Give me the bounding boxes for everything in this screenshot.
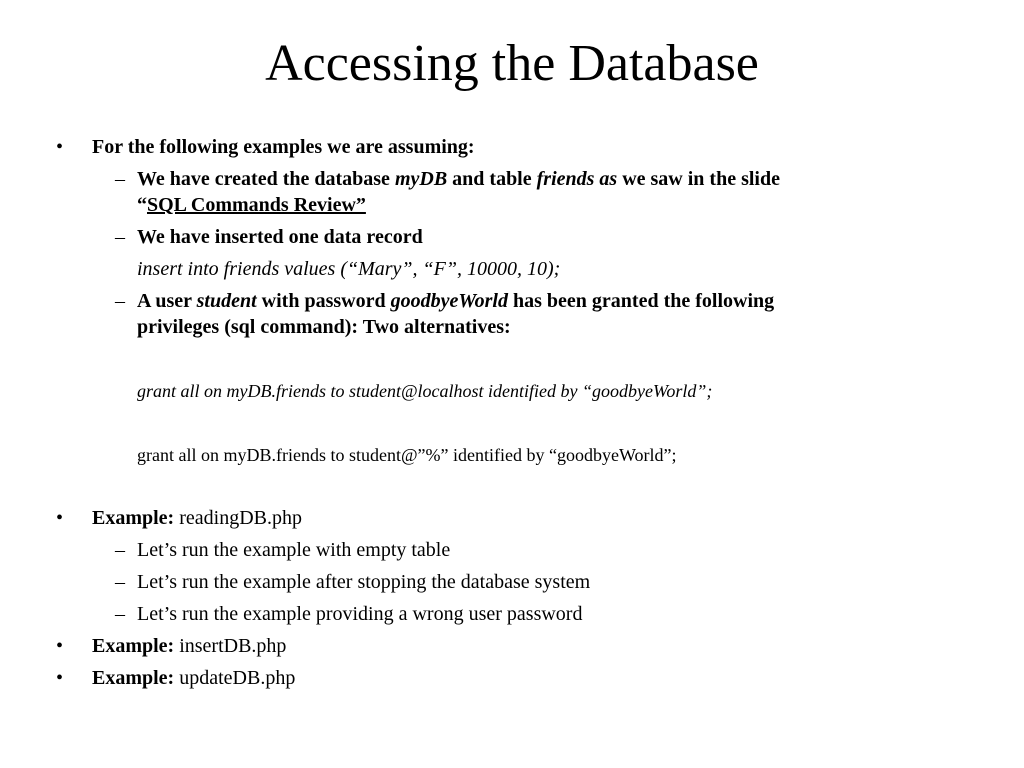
- sub-empty-table: Let’s run the example with empty table: [137, 539, 451, 561]
- bullet-example-reading: [92, 507, 302, 529]
- example-file: updateDB.php: [174, 667, 296, 689]
- db-name: myDB: [394, 168, 448, 190]
- text-fragment: with password: [256, 290, 391, 312]
- bullet-dot: •: [56, 507, 64, 529]
- quote-mark: “: [137, 194, 147, 216]
- text-fragment: we saw in the slide: [617, 168, 780, 190]
- sub-dash: –: [115, 571, 125, 593]
- bullet-assumptions: For the following examples we are assuming:: [92, 136, 475, 158]
- example-file: insertDB.php: [174, 635, 287, 657]
- sub-created-database-line2: [137, 194, 366, 216]
- grant-alternative-1: grant all on myDB.friends to student@localhost identified by “goodbyeWorld”;: [137, 381, 713, 401]
- text-fragment: We have created the database: [137, 168, 395, 190]
- example-label: Example:: [92, 667, 175, 689]
- sql-commands-review-link[interactable]: SQL Commands Review”: [147, 194, 366, 216]
- sub-dash: –: [115, 539, 125, 561]
- bullet-example-update: [92, 667, 295, 689]
- sub-dash: –: [115, 290, 125, 312]
- bullet-dot: •: [56, 635, 64, 657]
- example-label: Example:: [92, 507, 175, 529]
- grant-alternative-2: grant all on myDB.friends to student@”%” identified by “goodbyeWorld”;: [137, 445, 677, 465]
- example-file: readingDB.php: [174, 507, 302, 529]
- text-fragment: has been granted the following: [508, 290, 775, 312]
- text-fragment: A user: [137, 290, 197, 312]
- sub-created-database: [137, 168, 780, 190]
- sub-dash: –: [115, 603, 125, 625]
- text-fragment: and table: [447, 168, 537, 190]
- table-name: friends as: [536, 168, 618, 190]
- bullet-example-insert: [92, 635, 286, 657]
- example-label: Example:: [92, 635, 175, 657]
- bullet-dot: •: [56, 136, 64, 158]
- user-name: student: [196, 290, 257, 312]
- bullet-dot: •: [56, 667, 64, 689]
- password: goodbyeWorld: [390, 290, 508, 312]
- sub-stopped-db: Let’s run the example after stopping the database system: [137, 571, 591, 593]
- slide-title: Accessing the Database: [265, 35, 759, 92]
- sub-user-privileges-line2: privileges (sql command): Two alternatives:: [137, 316, 511, 338]
- sub-user-privileges: [137, 290, 774, 312]
- sub-inserted-record: We have inserted one data record: [137, 226, 423, 248]
- insert-sql-code: insert into friends values (“Mary”, “F”, 10000, 10);: [137, 258, 561, 280]
- sub-dash: –: [115, 168, 125, 190]
- sub-dash: –: [115, 226, 125, 248]
- sub-wrong-password: Let’s run the example providing a wrong user password: [137, 603, 583, 625]
